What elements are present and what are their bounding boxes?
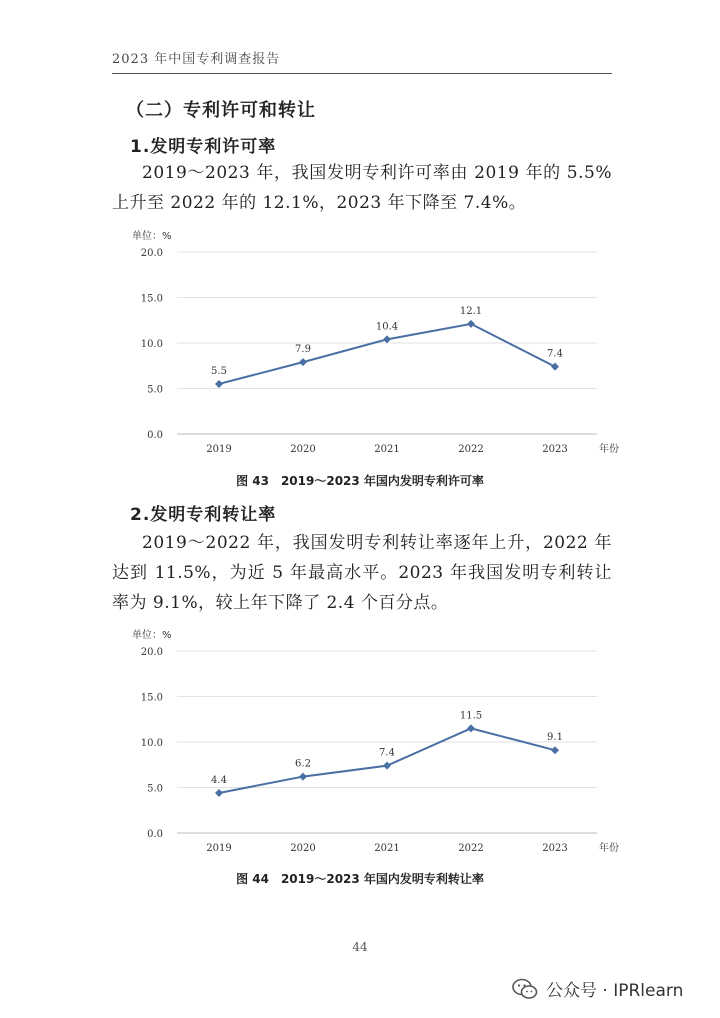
data-label: 6.2 bbox=[295, 758, 311, 770]
data-label: 12.1 bbox=[459, 305, 483, 317]
x-tick-label: 2021 bbox=[374, 444, 400, 455]
x-tick-label: 2022 bbox=[458, 843, 484, 854]
wechat-icon bbox=[512, 978, 538, 1000]
data-point bbox=[551, 746, 559, 754]
chart-transfer-rate bbox=[112, 625, 619, 855]
y-tick-label: 0.0 bbox=[147, 829, 163, 840]
chart-license-rate bbox=[112, 226, 619, 456]
x-axis-label: 年份 bbox=[599, 444, 619, 455]
y-tick-label: 15.0 bbox=[140, 692, 163, 704]
data-label: 7.4 bbox=[547, 348, 563, 360]
x-axis-label: 年份 bbox=[599, 843, 619, 854]
y-tick-label: 0.0 bbox=[147, 430, 163, 441]
data-label: 5.5 bbox=[211, 365, 227, 377]
data-point bbox=[383, 762, 391, 770]
y-tick-label: 20.0 bbox=[140, 647, 163, 658]
watermark bbox=[512, 976, 683, 1001]
paragraph-transfer-text: 2019～2022 年，我国发明专利转让率逐年上升，2022 年达到 11.5%，为近 5 年最高水平。2023 年我国发明专利转让率为 9.1%，较上年下降了 2.4 个百分点。 bbox=[112, 533, 612, 613]
data-label: 4.4 bbox=[211, 774, 227, 786]
data-point bbox=[551, 363, 559, 371]
data-point bbox=[467, 320, 475, 328]
data-point bbox=[383, 335, 391, 343]
paragraph-license bbox=[112, 158, 612, 218]
subsection-title-license: 1.发明专利许可率 bbox=[130, 137, 277, 157]
unit-label: 单位：% bbox=[132, 231, 172, 242]
y-tick-label: 10.0 bbox=[140, 339, 163, 350]
x-tick-label: 2021 bbox=[374, 843, 400, 854]
watermark-text: 公众号 · IPRlearn bbox=[546, 981, 684, 1001]
data-label: 7.4 bbox=[379, 747, 395, 759]
page-number: 44 bbox=[352, 940, 368, 954]
data-label: 11.5 bbox=[459, 710, 483, 722]
data-label: 10.4 bbox=[375, 321, 399, 333]
x-tick-label: 2020 bbox=[290, 843, 316, 854]
data-point bbox=[215, 380, 223, 388]
page-header: 2023 年中国专利调查报告 bbox=[112, 48, 612, 74]
x-tick-label: 2020 bbox=[290, 444, 316, 455]
x-tick-label: 2022 bbox=[458, 444, 484, 455]
data-point bbox=[299, 773, 307, 781]
figure-caption-43: 图 43 2019～2023 年国内发明专利许可率 bbox=[236, 474, 484, 488]
section-title: （二）专利许可和转让 bbox=[126, 100, 316, 121]
paragraph-license-text: 2019～2023 年，我国发明专利许可率由 2019 年的 5.5%上升至 2022 年的 12.1%，2023 年下降至 7.4%。 bbox=[112, 163, 612, 213]
subsection-title-transfer: 2.发明专利转让率 bbox=[130, 505, 277, 525]
series-line bbox=[219, 728, 555, 793]
figure-caption-44: 图 44 2019～2023 年国内发明专利转让率 bbox=[236, 872, 484, 886]
y-tick-label: 10.0 bbox=[140, 738, 163, 749]
y-tick-label: 5.0 bbox=[147, 783, 163, 795]
y-tick-label: 15.0 bbox=[140, 293, 163, 305]
data-point bbox=[299, 358, 307, 366]
x-tick-label: 2023 bbox=[542, 843, 568, 854]
x-tick-label: 2019 bbox=[206, 444, 232, 455]
x-tick-label: 2023 bbox=[542, 444, 568, 455]
data-point bbox=[215, 789, 223, 797]
y-tick-label: 20.0 bbox=[140, 248, 163, 259]
series-line bbox=[219, 324, 555, 384]
paragraph-transfer bbox=[112, 528, 612, 618]
data-label: 9.1 bbox=[547, 732, 563, 744]
data-point bbox=[467, 724, 475, 732]
unit-label: 单位：% bbox=[132, 630, 172, 641]
y-tick-label: 5.0 bbox=[147, 384, 163, 396]
data-label: 7.9 bbox=[295, 344, 311, 356]
x-tick-label: 2019 bbox=[206, 843, 232, 854]
